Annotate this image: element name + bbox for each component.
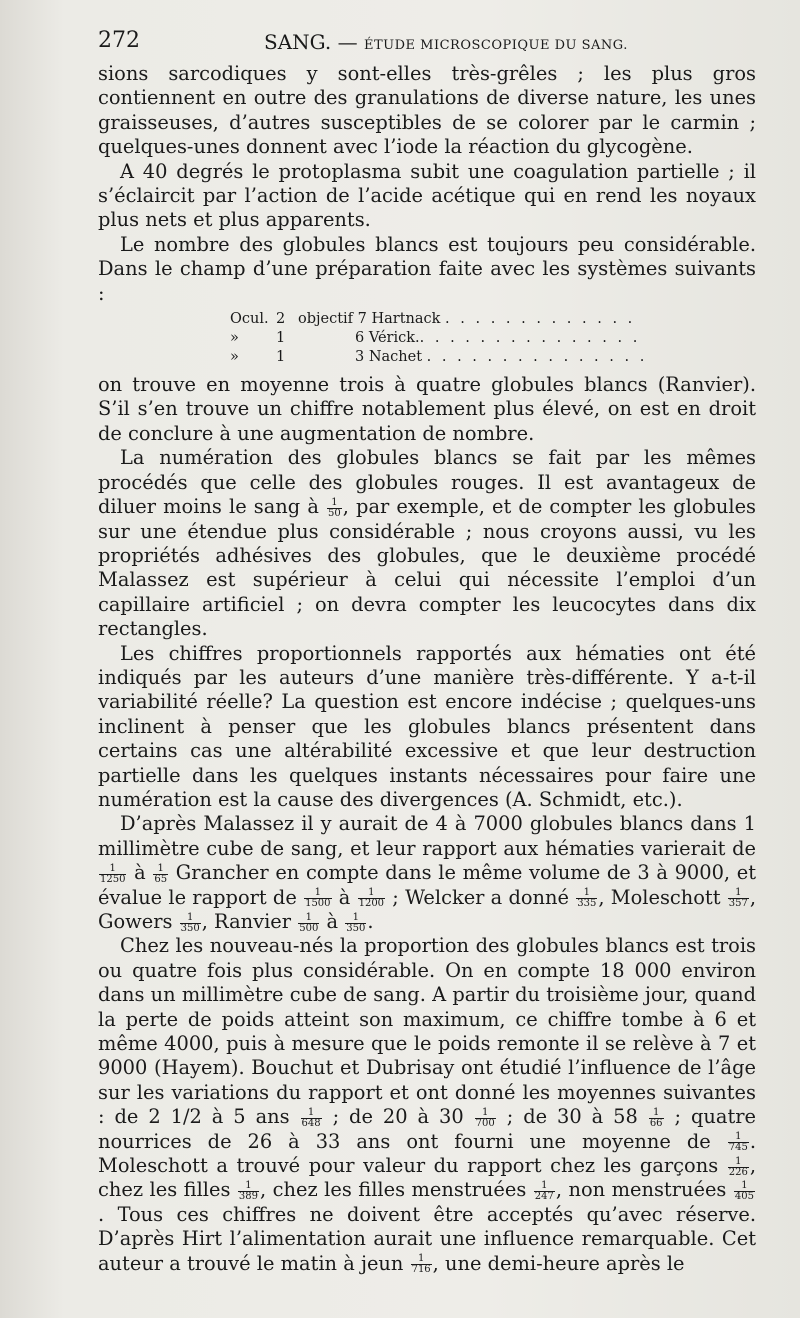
leader-dots: . . . . . . . . . . . . .: [445, 311, 636, 328]
fraction: $\frac{1}{1500}$: [305, 887, 331, 910]
fraction: $\frac{1}{50}$: [328, 496, 341, 519]
fraction: $\frac{1}{648}$: [301, 1106, 321, 1129]
table-row: [230, 310, 756, 329]
fraction: $\frac{1}{247}$: [534, 1179, 554, 1202]
table-cell: 1: [276, 330, 286, 347]
paragraph-2: A 40 degrés le protoplasma subit une coagulation partielle ; il s’éclaircit par l’action de l’acide acétique qui en rend les noyaux plus nets et plus apparents.: [98, 159, 756, 232]
fraction: $\frac{1}{1250}$: [100, 862, 126, 885]
table-cell: 1: [276, 349, 286, 366]
table-cell: 6 Vérick.: [355, 330, 420, 347]
body-text: [98, 62, 756, 1276]
paragraph-6: Les chiffres proportionnels rapportés aux hématies ont été indiqués par les auteurs d’une manière très-différente. Y a-t-il variabilité réelle? La question est encore indécise ; quelques-uns inclinent à penser que les globules blancs présentent dans certains cas une altérabilité excessive et que leur destruction partielle dans les quelques instants nécessaires pour faire une numération est la cause des divergences (A. Schmidt, etc.).: [98, 641, 756, 811]
running-title-main: SANG. —: [264, 30, 358, 54]
fraction: $\frac{1}{716}$: [411, 1253, 431, 1276]
fraction: $\frac{1}{745}$: [728, 1131, 748, 1154]
running-title-small: ÉTUDE MICROSCOPIQUE DU SANG.: [363, 38, 628, 53]
page-header: [98, 28, 758, 60]
paragraph-1: sions sarcodiques y sont-elles très-grêles ; les plus gros contiennent en outre des granulations de diverse nature, les unes graisseuses, d’autres susceptibles de se colorer par le carmin ; quelques-unes donnent avec l’iode la réaction du glycogène.: [98, 62, 756, 159]
paragraph-3: Le nombre des globules blancs est toujours peu considérable. Dans le champ d’une préparation faite avec les systèmes suivants :: [98, 232, 756, 305]
table-cell: »: [230, 330, 239, 347]
paragraph-4: on trouve en moyenne trois à quatre globules blancs (Ranvier). S’il s’en trouve un chiffre notablement plus élevé, on est en droit de conclure à une augmentation de nombre.: [98, 373, 756, 445]
fraction: $\frac{1}{357}$: [728, 887, 748, 910]
fraction: $\frac{1}{66}$: [649, 1106, 663, 1129]
running-title: [264, 30, 628, 54]
table-cell: »: [230, 349, 239, 366]
fraction: $\frac{1}{335}$: [577, 887, 597, 910]
table-cell: 7 Hartnack: [357, 311, 441, 328]
table-cell: 3 Nachet: [355, 349, 423, 366]
paragraph-5: La numération des globules blancs se fait par les mêmes procédés que celle des globules rouges. Il est avantageux de diluer moins le sang à $\frac{1}{50}$ , par exemple, et de compter les globules sur une étendue plus considérable ; nous croyons aussi, vu les propriétés adhésives des globules, que le deuxième procédé Malassez est supérieur à celui qui nécessite l’emploi d’un capillaire artificiel ; on devra compter les leucocytes dans dix rectangles.: [98, 446, 756, 641]
leader-dots: . . . . . . . . . . . . . . .: [419, 330, 641, 347]
table-cell: objectif: [298, 311, 354, 328]
fraction: $\frac{1}{65}$: [154, 862, 168, 885]
page-number: 272: [98, 28, 140, 53]
leader-dots: . . . . . . . . . . . . . . .: [426, 349, 648, 366]
fraction: $\frac{1}{405}$: [734, 1179, 754, 1202]
table-cell: Ocul.: [230, 311, 269, 328]
table-row: [230, 348, 756, 367]
paragraph-7: D’après Malassez il y aurait de 4 à 7000 globules blancs dans 1 millimètre cube de sang, et leur rapport aux hématies varierait de $\frac{1}{1250}$ à $\frac{1}{65}$ Grancher en compte dans le même volume de 3 à 9000, et évalue le rapport de $\frac{1}{1500}$ à $\frac{1}{1200}$ ; Welcker a donné $\frac{1}{335}$ , Moleschott $\frac{1}{357}$ , Gowers $\frac{1}{350}$ , Ranvier $\frac{1}{500}$ à $\frac{1}{350}$ .: [98, 812, 757, 934]
table-cell: [298, 348, 355, 367]
table-row: [230, 329, 756, 348]
paragraph-8: Chez les nouveau-nés la proportion des globules blancs est trois ou quatre fois plus considérable. On en compte 18 000 environ dans un millimètre cube de sang. A partir du troisième jour, quand la perte de poids atteint son maximum, ce chiffre tombe à 6 et même 4000, puis à mesure que le poids remonte il se relève à 7 et 9000 (Hayem). Bouchut et Dubrisay ont étudié l’influence de l’âge sur les variations du rapport et ont donné les moyennes suivantes : de 2 1/2 à 5 ans $\frac{1}{648}$ ; de 20 à 30 $\frac{1}{700}$ ; de 30 à 58 $\frac{1}{66}$ ; quatre nourrices de 26 à 33 ans ont fourni une moyenne de $\frac{1}{745}$ . Moleschott a trouvé pour valeur du rapport chez les garçons $\frac{1}{226}$ , chez les filles $\frac{1}{389}$ , chez les filles menstruées $\frac{1}{247}$ , non menstruées $\frac{1}{405}$ . Tous ces chiffres ne doivent être acceptés qu’avec réserve. D’après Hirt l’alimentation aurait une influence remarquable. Cet auteur a trouvé le matin à jeun $\frac{1}{716}$ , une demi-heure après le: [98, 934, 756, 1276]
objective-table: [230, 310, 756, 367]
fraction: $\frac{1}{226}$: [728, 1155, 748, 1178]
fraction: $\frac{1}{700}$: [475, 1106, 495, 1129]
fraction: $\frac{1}{500}$: [299, 911, 319, 934]
fraction: $\frac{1}{389}$: [238, 1179, 258, 1202]
fraction: $\frac{1}{1200}$: [358, 887, 385, 910]
fraction: $\frac{1}{350}$: [346, 911, 366, 934]
table-cell: 2: [276, 311, 286, 328]
fraction: $\frac{1}{350}$: [180, 911, 200, 934]
table-cell: [298, 329, 355, 348]
